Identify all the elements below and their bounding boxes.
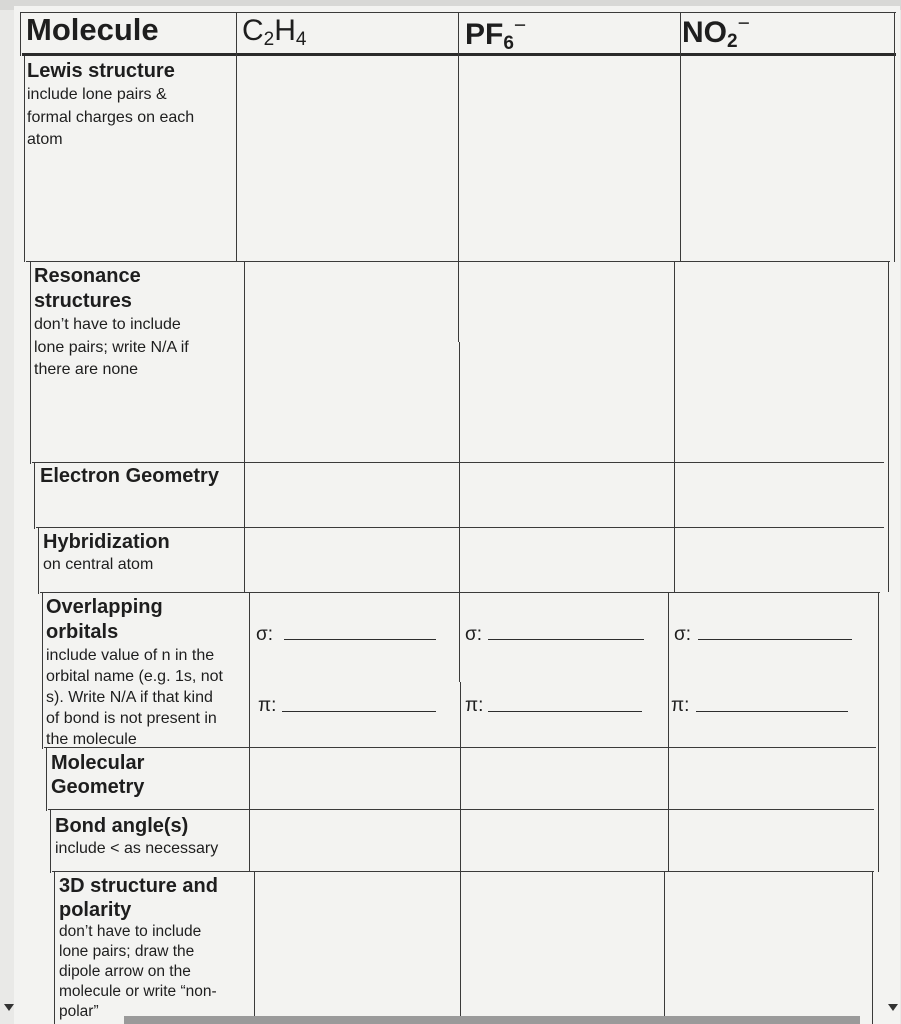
left-border-row5 bbox=[42, 593, 43, 749]
col3-line-c bbox=[668, 592, 669, 872]
sigma-blank-pf6: σ: bbox=[465, 624, 483, 645]
header-divider bbox=[22, 53, 896, 56]
row-note: include < as necessary bbox=[55, 840, 219, 857]
pi-line-pf6[interactable] bbox=[488, 711, 642, 712]
row-divider-6 bbox=[48, 809, 874, 810]
col3-line-a bbox=[680, 12, 681, 262]
row-title: Hybridization bbox=[43, 531, 170, 553]
row-note: include lone pairs & formal charges on each atom bbox=[27, 86, 195, 148]
row-title: Overlapping orbitals bbox=[46, 596, 163, 643]
left-border-row4 bbox=[38, 528, 39, 594]
row-title: Molecular Geometry bbox=[51, 752, 145, 798]
col3-line-b bbox=[674, 262, 675, 592]
row-molecular-geometry bbox=[51, 751, 144, 799]
row-title: 3D structure and polarity bbox=[59, 875, 218, 921]
no2-anion-header: $NO_2^-$ bbox=[682, 12, 750, 52]
row-title: Bond angle(s) bbox=[55, 815, 189, 837]
sigma-line-pf6[interactable] bbox=[488, 639, 644, 640]
left-border-row6 bbox=[46, 748, 47, 811]
worksheet-page bbox=[14, 6, 900, 1024]
left-border-row2 bbox=[30, 262, 31, 464]
right-border-d bbox=[872, 872, 873, 1024]
col1-line-c bbox=[249, 592, 250, 872]
row-hybridization bbox=[43, 530, 170, 575]
row-note: on central atom bbox=[43, 556, 154, 573]
row-title: Resonance structures bbox=[34, 265, 141, 312]
col1-line-b bbox=[244, 262, 245, 592]
row-title: Lewis structure bbox=[27, 60, 175, 82]
row-3d-structure-polarity bbox=[59, 874, 218, 1022]
col2-line-a bbox=[458, 12, 459, 342]
c2h4-header: $C_2H_4$ bbox=[242, 14, 307, 50]
row-divider-7 bbox=[52, 871, 874, 872]
col2-line-b bbox=[459, 342, 460, 682]
right-border-c bbox=[878, 592, 879, 872]
left-border-top bbox=[20, 12, 21, 56]
left-border-row3 bbox=[34, 463, 35, 529]
horizontal-scrollbar[interactable] bbox=[124, 1016, 860, 1024]
sigma-blank-c2h4: σ: bbox=[256, 624, 274, 645]
row-divider-2 bbox=[32, 462, 884, 463]
sigma-line-no2[interactable] bbox=[698, 639, 852, 640]
pf6-anion-header: $PF_6^-$ bbox=[465, 14, 527, 54]
col3-line-d bbox=[664, 872, 665, 1024]
row-overlapping-orbitals bbox=[46, 595, 223, 750]
left-border-row7 bbox=[50, 810, 51, 873]
row-divider-4 bbox=[40, 592, 880, 593]
pi-line-no2[interactable] bbox=[696, 711, 848, 712]
pi-line-c2h4[interactable] bbox=[282, 711, 436, 712]
row-title: Electron Geometry bbox=[40, 465, 219, 487]
scroll-left-arrow-icon[interactable] bbox=[4, 1004, 14, 1011]
right-border-a bbox=[894, 12, 895, 262]
row-electron-geometry bbox=[40, 464, 219, 489]
row-bond-angles bbox=[55, 814, 218, 859]
pi-blank-no2: π: bbox=[671, 695, 690, 716]
row-divider-3 bbox=[36, 527, 884, 528]
scroll-right-arrow-icon[interactable] bbox=[888, 1004, 898, 1011]
row-note: don’t have to include lone pairs; draw the dipole arrow on the molecule or write “non- polar” bbox=[59, 923, 217, 1020]
col1-line-a bbox=[236, 12, 237, 262]
sigma-line-c2h4[interactable] bbox=[284, 639, 436, 640]
sigma-blank-no2: σ: bbox=[674, 624, 692, 645]
left-border-row1 bbox=[24, 56, 25, 262]
left-border-row8 bbox=[54, 872, 55, 1024]
right-border-b bbox=[888, 262, 889, 592]
row-resonance-structures bbox=[34, 264, 189, 382]
row-note: don’t have to include lone pairs; write N/A if there are none bbox=[34, 316, 189, 378]
row-lewis-structure bbox=[27, 59, 194, 152]
row-note: include value of n in the orbital name (e.g. 1s, not s). Write N/A if that kind of bond is not present in the molecule bbox=[46, 647, 223, 748]
pi-blank-c2h4: π: bbox=[258, 695, 277, 716]
col2-line-c bbox=[460, 682, 461, 1024]
molecule-header: Molecule bbox=[26, 12, 159, 47]
col1-line-d bbox=[254, 872, 255, 1024]
pi-blank-pf6: π: bbox=[465, 695, 484, 716]
